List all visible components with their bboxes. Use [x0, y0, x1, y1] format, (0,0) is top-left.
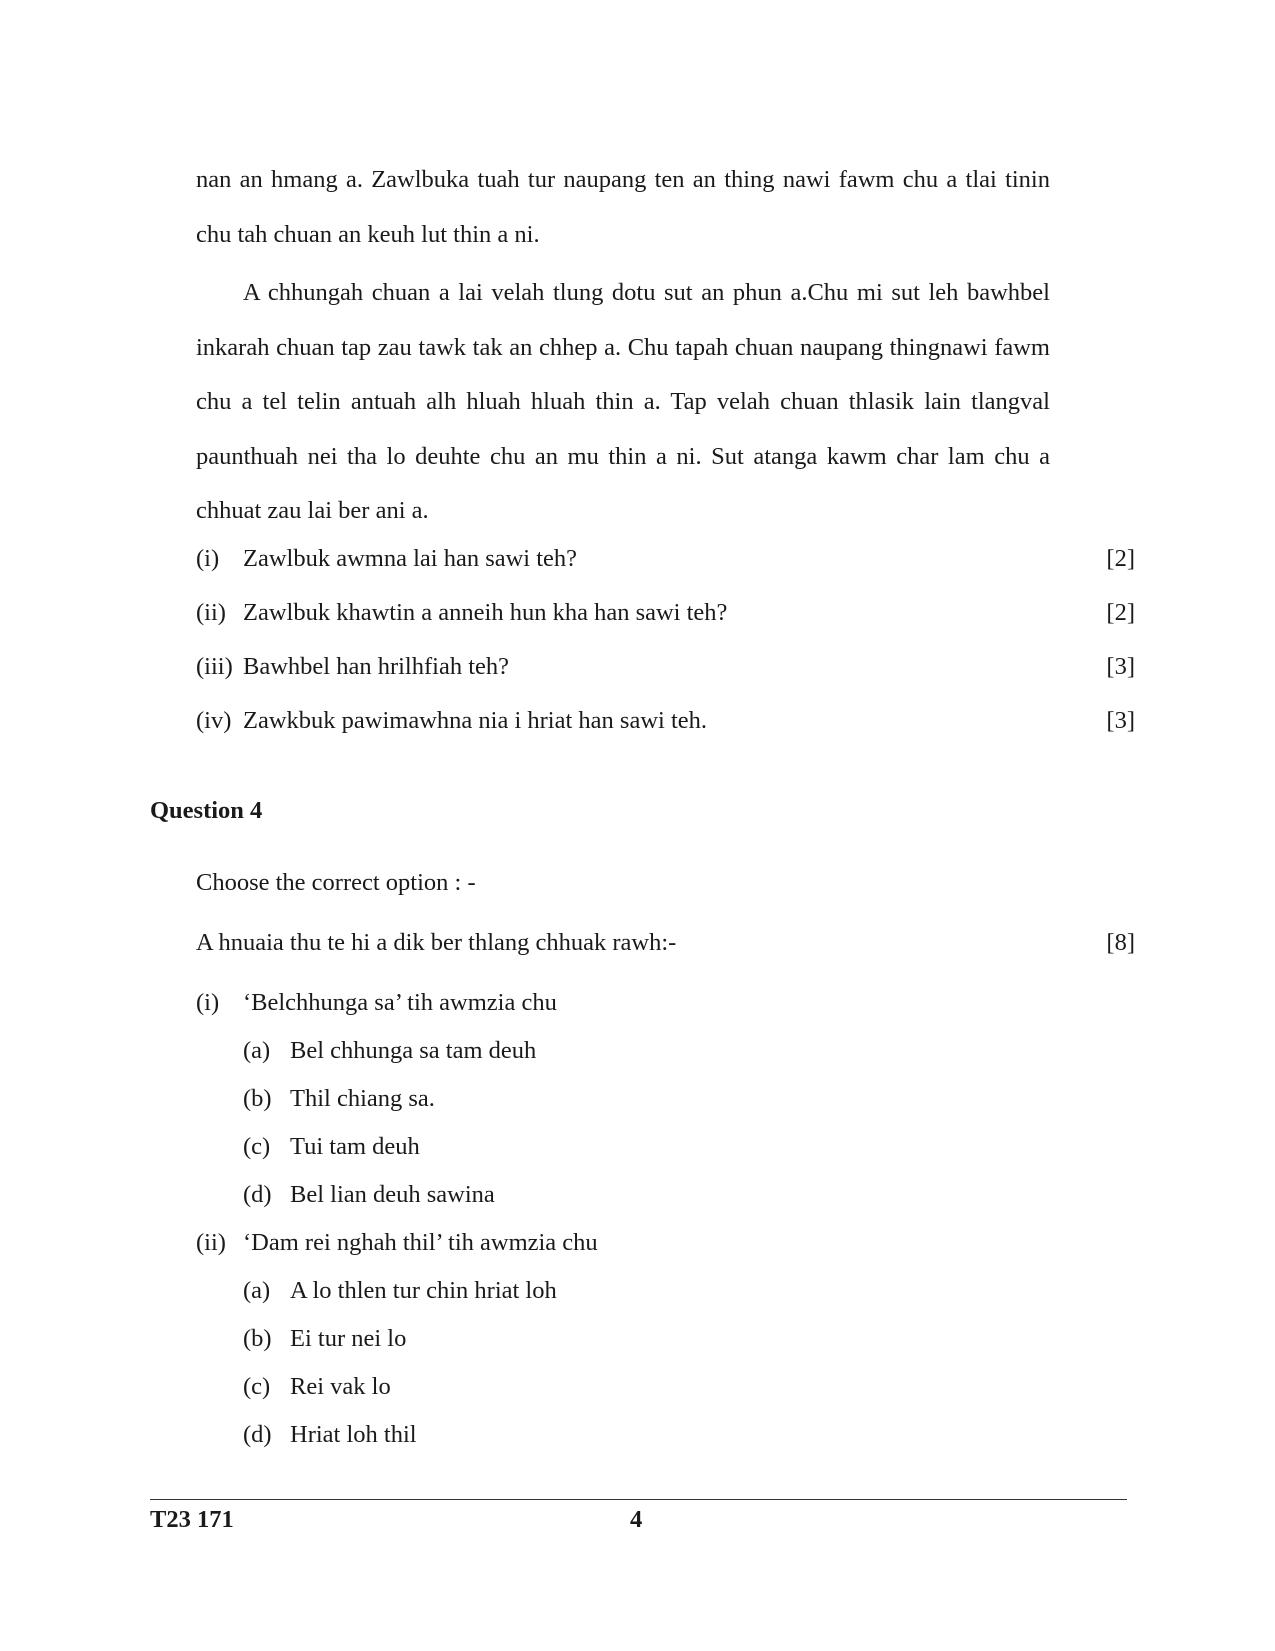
question-4-heading: Question 4 [150, 797, 263, 824]
option-c [243, 1133, 420, 1161]
item-text: Zawkbuk pawimawhna nia i hriat han sawi teh. [243, 707, 708, 734]
item-number: (iv) [196, 707, 232, 734]
option-text: A lo thlen tur chin hriat loh [290, 1277, 557, 1304]
option-text: Thil chiang sa. [290, 1085, 435, 1112]
option-letter: (c) [243, 1133, 271, 1160]
passage-paragraph-1: nan an hmang a. Zawlbuka tuah tur naupang ten an thing nawi fawm chu a tlai tinin chu tah chuan an keuh lut thin a ni. [196, 166, 1050, 248]
marks-label: [3] [1106, 653, 1135, 680]
item-text: Zawlbuk awmna lai han sawi teh? [243, 545, 578, 572]
paper-code: T23 171 [150, 1506, 234, 1533]
option-letter: (a) [243, 1277, 271, 1304]
q3-item-iii [196, 653, 509, 681]
option-letter: (a) [243, 1037, 271, 1064]
marks-label: [3] [1106, 707, 1135, 734]
q4-item-i [196, 989, 557, 1017]
option-b [243, 1085, 435, 1113]
q3-item-iv [196, 707, 707, 735]
item-text: ‘Belchhunga sa’ tih awmzia chu [243, 989, 557, 1016]
option-letter: (b) [243, 1085, 272, 1112]
marks-label: [8] [1106, 929, 1135, 956]
option-text: Rei vak lo [290, 1373, 391, 1400]
page-number: 4 [630, 1506, 643, 1533]
option-letter: (d) [243, 1421, 272, 1448]
item-number: (ii) [196, 599, 226, 626]
option-d [243, 1181, 495, 1209]
item-number: (iii) [196, 653, 233, 680]
option-d [243, 1421, 417, 1449]
item-number: (i) [196, 989, 220, 1016]
option-text: Tui tam deuh [290, 1133, 420, 1160]
item-text: ‘Dam rei nghah thil’ tih awmzia chu [243, 1229, 598, 1256]
option-text: Bel lian deuh sawina [290, 1181, 495, 1208]
question-4-instruction: Choose the correct option : - [196, 869, 476, 896]
option-letter: (b) [243, 1325, 272, 1352]
item-text: Zawlbuk khawtin a anneih hun kha han sawi teh? [243, 599, 728, 626]
option-c [243, 1373, 391, 1401]
q4-item-ii [196, 1229, 598, 1257]
option-a [243, 1277, 557, 1305]
option-text: Hriat loh thil [290, 1421, 417, 1448]
option-a [243, 1037, 536, 1065]
q3-item-ii [196, 599, 727, 627]
marks-label: [2] [1106, 545, 1135, 572]
option-b [243, 1325, 406, 1353]
option-text: Bel chhunga sa tam deuh [290, 1037, 537, 1064]
passage-paragraph-2: A chhungah chuan a lai velah tlung dotu sut an phun a.Chu mi sut leh bawhbel inkarah chuan tap zau tawk tak an chhep a. Chu tapah chuan naupang thingnawi fawm chu a tel telin antuah alh hluah hluah thin a. Tap velah chuan thlasik lain tlangval paunthuah nei tha lo deuhte chu an mu thin a ni. Sut atanga kawm char lam chu a chhuat zau lai ber ani a. [196, 279, 1050, 524]
passage [196, 153, 1050, 539]
option-text: Ei tur nei lo [290, 1325, 407, 1352]
option-letter: (d) [243, 1181, 272, 1208]
footer-rule [150, 1499, 1127, 1500]
q3-item-i [196, 545, 577, 573]
option-letter: (c) [243, 1373, 271, 1400]
question-4-sub-instruction: A hnuaia thu te hi a dik ber thlang chhuak rawh:- [196, 929, 677, 956]
item-number: (ii) [196, 1229, 226, 1256]
marks-label: [2] [1106, 599, 1135, 626]
item-text: Bawhbel han hrilhfiah teh? [243, 653, 510, 680]
item-number: (i) [196, 545, 220, 572]
